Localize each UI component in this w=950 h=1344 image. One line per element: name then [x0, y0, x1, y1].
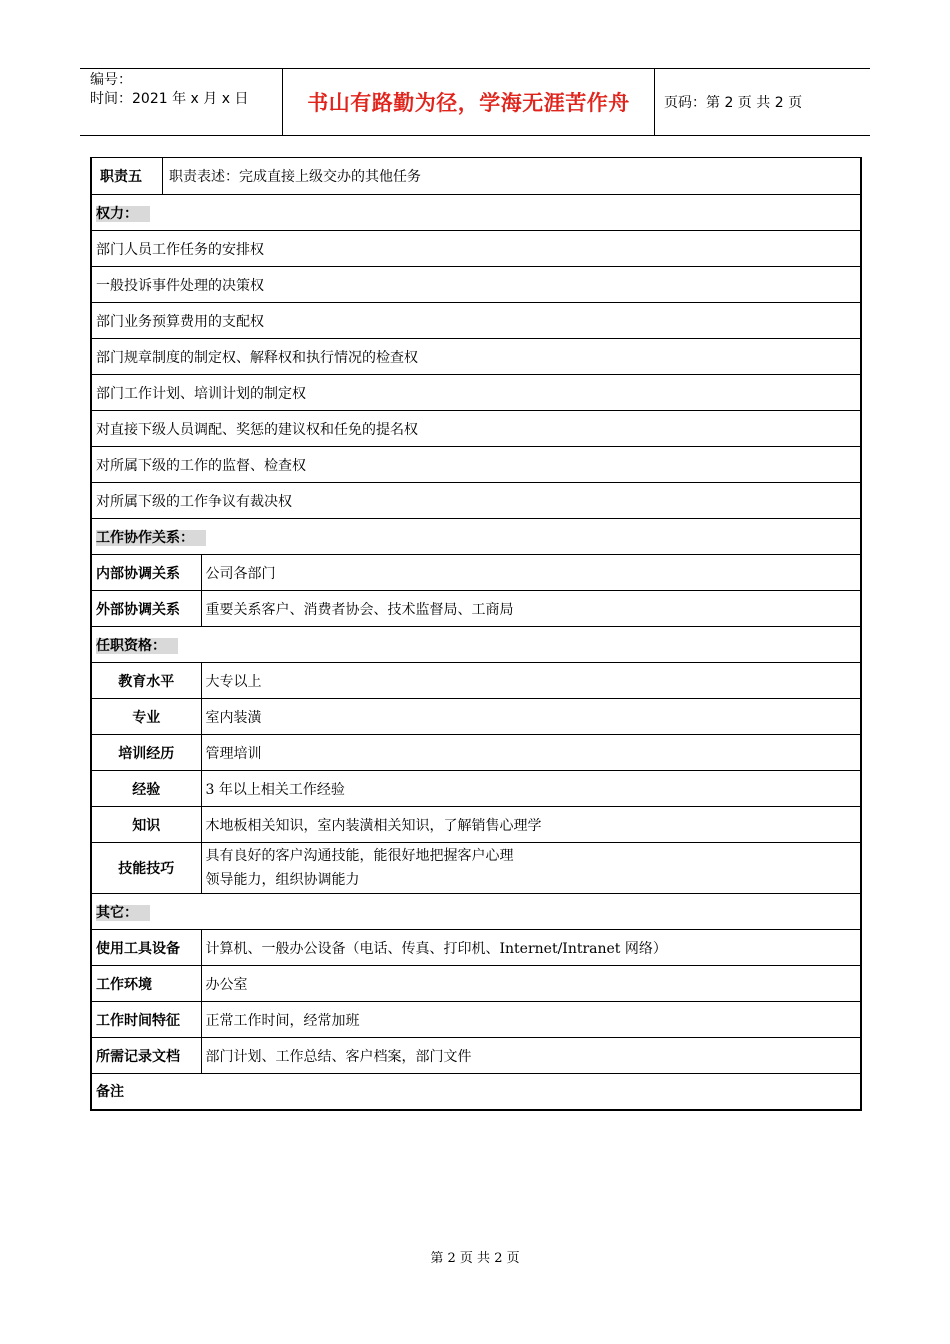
- row-value-line: 具有良好的客户沟通技能，能很好地把握客户心理: [205, 848, 514, 864]
- table-row: [91, 663, 861, 699]
- row-value: 计算机、一般办公设备（电话、传真、打印机、Internet/Intranet 网络）: [201, 930, 861, 966]
- table-row: [91, 591, 861, 627]
- list-item: 部门规章制度的制定权、解释权和执行情况的检查权: [91, 339, 861, 375]
- row-label: 工作环境: [91, 966, 201, 1002]
- section-title: 权力：: [96, 206, 150, 222]
- row-label: 教育水平: [91, 663, 201, 699]
- table-row: [91, 966, 861, 1002]
- row-value: 大专以上: [201, 663, 861, 699]
- row-value: [201, 843, 861, 894]
- table-row: [91, 930, 861, 966]
- row-value: 木地板相关知识，室内装潢相关知识，了解销售心理学: [201, 807, 861, 843]
- duty-label: 职责五: [92, 158, 163, 194]
- row-value: 管理培训: [201, 735, 861, 771]
- list-item: 部门人员工作任务的安排权: [91, 231, 861, 267]
- duty-row: [91, 158, 861, 195]
- row-label: 使用工具设备: [91, 930, 201, 966]
- job-description-table: [90, 157, 862, 1111]
- section-header-qualifications: [91, 627, 861, 663]
- row-value: 办公室: [201, 966, 861, 1002]
- section-title: 其它：: [96, 905, 150, 921]
- section-header-coordination: [91, 519, 861, 555]
- list-item: 对所属下级的工作的监督、检查权: [91, 447, 861, 483]
- document-time-label: 时间：2021 年 x 月 x 日: [90, 91, 249, 107]
- list-item: 部门工作计划、培训计划的制定权: [91, 375, 861, 411]
- section-header-powers: [91, 195, 861, 231]
- table-row: [91, 771, 861, 807]
- header-meta: [80, 69, 283, 135]
- table-row: [91, 1002, 861, 1038]
- row-label: 专业: [91, 699, 201, 735]
- duty-description: 职责表述：完成直接上级交办的其他任务: [169, 169, 421, 185]
- row-value: 重要关系客户、消费者协会、技术监督局、工商局: [201, 591, 861, 627]
- row-label: 工作时间特征: [91, 1002, 201, 1038]
- row-label: 所需记录文档: [91, 1038, 201, 1074]
- section-header-other: [91, 894, 861, 930]
- list-item: 部门业务预算费用的支配权: [91, 303, 861, 339]
- row-label: 内部协调关系: [91, 555, 201, 591]
- row-value: 3 年以上相关工作经验: [201, 771, 861, 807]
- table-row: [91, 555, 861, 591]
- row-label: 外部协调关系: [91, 591, 201, 627]
- list-item: 对直接下级人员调配、奖惩的建议权和任免的提名权: [91, 411, 861, 447]
- remarks-label: 备注: [91, 1074, 861, 1110]
- table-row: [91, 735, 861, 771]
- row-value: 室内装潢: [201, 699, 861, 735]
- list-item: 一般投诉事件处理的决策权: [91, 267, 861, 303]
- table-row: [91, 843, 861, 894]
- document-number-label: 编号：: [90, 72, 132, 88]
- header-motto: 书山有路勤为径，学海无涯苦作舟: [283, 69, 655, 135]
- page-footer: 第 2 页 共 2 页: [430, 1251, 520, 1266]
- row-label: 经验: [91, 771, 201, 807]
- table-row: [91, 807, 861, 843]
- row-label: 技能技巧: [91, 843, 201, 894]
- remarks-row: [91, 1074, 861, 1110]
- section-title: 任职资格：: [96, 638, 178, 654]
- list-item: 对所属下级的工作争议有裁决权: [91, 483, 861, 519]
- page-header: [80, 68, 870, 136]
- row-value-line: 领导能力，组织协调能力: [205, 872, 360, 888]
- row-value: 部门计划、工作总结、客户档案，部门文件: [201, 1038, 861, 1074]
- row-label: 知识: [91, 807, 201, 843]
- table-row: [91, 1038, 861, 1074]
- row-value: 公司各部门: [201, 555, 861, 591]
- table-row: [91, 699, 861, 735]
- section-title: 工作协作关系：: [96, 530, 206, 546]
- header-page-number: 页码：第 2 页 共 2 页: [664, 95, 803, 111]
- row-value: 正常工作时间，经常加班: [201, 1002, 861, 1038]
- row-label: 培训经历: [91, 735, 201, 771]
